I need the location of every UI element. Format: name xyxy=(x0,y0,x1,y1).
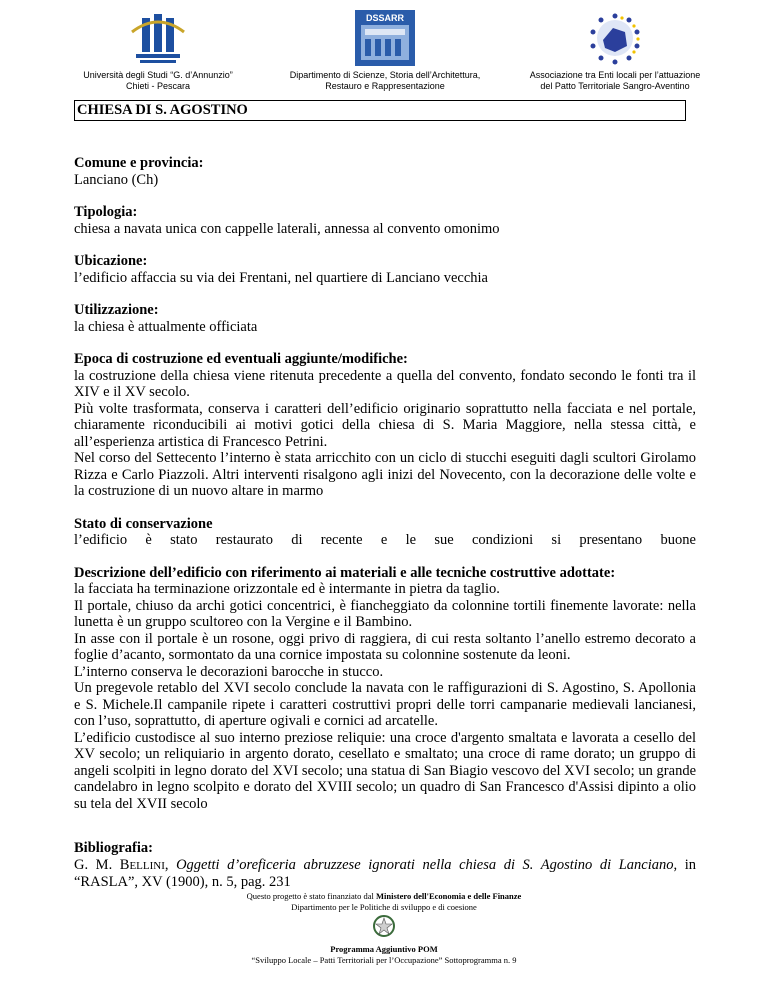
ministry-name: Ministero dell'Economia e delle Finanze xyxy=(376,891,522,901)
section-epoca xyxy=(74,351,696,500)
university-city: Chieti - Pescara xyxy=(125,81,191,91)
department-line: Dipartimento per le Politiche di sviluppo e di coesione xyxy=(291,901,477,912)
paragraph: L’interno conserva le decorazioni barocche in stucco. xyxy=(74,663,384,680)
word: è xyxy=(145,532,152,548)
comma: , xyxy=(164,856,177,873)
paragraph: la facciata ha terminazione orizzontale ed è intermante in pietra da taglio. xyxy=(74,581,500,597)
section-text xyxy=(74,581,696,812)
paragraph: Nel corso del Settecento l’interno è stata arricchito con un ciclo di stucchi eseguiti dagli scultori Girolamo Rizza e Carlo Piazzoli. Altri interventi risalgono agli inizi del Novecento, con la decorazione delle volte e la costruzione di un nuovo altare in marmo xyxy=(74,450,696,499)
section-label: Stato di conservazione xyxy=(74,515,213,532)
section-text: l’edificio affaccia su via dei Frentani, nel quartiere di Lanciano vecchia xyxy=(74,269,488,286)
header-university xyxy=(38,10,278,92)
section-text: la chiesa è attualmente officiata xyxy=(74,318,258,335)
paragraph: Più volte trasformata, conserva i caratteri dell’edificio originario soprattutto nella facciata e nel portale, chiaramente riconducibili ai motivi gotici della chiesa di S. Maria Maggiore, nella stessa città, e all’esperienza artistica di Francesco Petrini. xyxy=(74,400,696,450)
paragraph: la costruzione della chiesa viene ritenuta precedente a quella del convento, fondato secondo le fonti tra il XIV e il XV secolo. xyxy=(74,367,696,400)
section-label: Comune e provincia: xyxy=(74,155,204,171)
word: presentano xyxy=(579,532,643,548)
paragraph: L’edificio custodisce al suo interno preziose reliquie: una croce d'argento smaltata e lavorata a cesello del XV secolo; un reliquiario in argento dorato, cesellato e smaltato; una croce di rame dorato; un gruppo di angeli scolpiti in legno dorato del XVI secolo; una statua di San Biagio vescovo del XVI secolo; un grande candelabro in legno scolpito e dorato del XVIII secolo; un quadro di San Francesco d'Assisi dipinto a olio su tela del XVII secolo xyxy=(74,729,696,812)
section-label: Bibliografia: xyxy=(74,840,153,856)
section-label: Epoca di costruzione ed eventuali aggiunte/modifiche: xyxy=(74,351,408,367)
section-label: Utilizzazione: xyxy=(74,302,159,318)
section-bibliografia xyxy=(74,840,696,891)
section-label: Tipologia: xyxy=(74,204,138,220)
section-text: Lanciano (Ch) xyxy=(74,171,159,188)
university-logo xyxy=(38,10,278,68)
word: di xyxy=(291,532,303,548)
funding-line xyxy=(0,891,768,902)
word: le xyxy=(405,532,417,548)
section-text: chiesa a navata unica con cappelle laterali, annessa al convento omonimo xyxy=(74,220,500,237)
section-text xyxy=(74,368,696,500)
section-stato xyxy=(74,516,696,549)
word: recente xyxy=(320,532,363,548)
section-utilizzazione xyxy=(74,302,696,335)
department-name: Dipartimento di Scienze, Storia dell’Architettura, xyxy=(289,70,481,80)
paragraph: Il portale, chiuso da archi gotici concentrici, è fiancheggiato da colonnine tortili finemente lavorate: nella lunetta è un gruppo scultoreo con la Vergine e il Bambino. xyxy=(74,597,696,630)
svg-text:DSSARR: DSSARR xyxy=(365,13,405,23)
association-logo xyxy=(495,10,735,68)
word: restaurato xyxy=(215,532,273,548)
funding-text: Questo progetto è stato finanziato dal xyxy=(246,891,377,901)
dssarr-logo xyxy=(265,10,505,68)
italian-emblem-icon xyxy=(372,914,396,938)
bibliography-entry xyxy=(74,857,696,891)
section-tipologia xyxy=(74,204,696,237)
page-header xyxy=(0,10,768,90)
university-name: Università degli Studi “G. d’Annunzio” xyxy=(83,70,233,80)
section-descrizione xyxy=(74,565,696,813)
author-initial: G. M. B xyxy=(74,856,130,873)
paragraph: Un pregevole retablo del XVI secolo conclude la navata con le raffigurazioni di S. Agostino, S. Apollonia e S. Michele.Il campanile ripete i caratteri costruttivi propri delle torri campanarie medievali lancianesi, con l’uso, soprattutto, di aperture ogivali e cornici ad arcatelle. xyxy=(74,680,696,729)
header-department xyxy=(265,10,505,92)
publication-info: , in “RASLA”, XV (1900), n. 5, pag. 231 xyxy=(74,856,696,890)
work-title: Oggetti d’oreficeria abruzzese ignorati nella chiesa di S. Agostino di Lanciano xyxy=(176,856,674,873)
word: l’edificio xyxy=(74,532,128,548)
word: buone xyxy=(660,532,696,548)
association-name: Associazione tra Enti locali per l’attuazione xyxy=(529,70,701,80)
association-name-2: del Patto Territoriale Sangro-Aventino xyxy=(540,81,690,91)
document-title: CHIESA DI S. AGOSTINO xyxy=(74,100,686,121)
word: stato xyxy=(170,532,198,548)
section-text xyxy=(74,532,696,549)
page-footer xyxy=(0,891,768,965)
program-title: Programma Aggiuntivo POM xyxy=(330,944,438,954)
subprogram-line: “Sviluppo Locale – Patti Territoriali per l’Occupazione” Sottoprogramma n. 9 xyxy=(251,954,517,965)
section-label: Ubicazione: xyxy=(74,253,148,269)
section-ubicazione xyxy=(74,253,696,286)
section-comune xyxy=(74,155,696,188)
word: sue xyxy=(434,532,454,548)
department-name-2: Restauro e Rappresentazione xyxy=(325,81,445,91)
header-association xyxy=(495,10,735,92)
word: condizioni xyxy=(471,532,534,548)
word: e xyxy=(380,532,388,548)
section-label: Descrizione dell’edificio con riferimento ai materiali e alle tecniche costruttive adottate: xyxy=(74,564,616,581)
paragraph: In asse con il portale è un rosone, oggi privo di raggiera, di cui resta soltanto l’anello estremo decorato a foglie d’acanto, sormontato da una cornice impostata su colonnine sostenute da leoni. xyxy=(74,630,696,663)
word: si xyxy=(551,532,562,548)
author-rest: ELLINI xyxy=(129,859,165,872)
document-body xyxy=(74,155,696,907)
